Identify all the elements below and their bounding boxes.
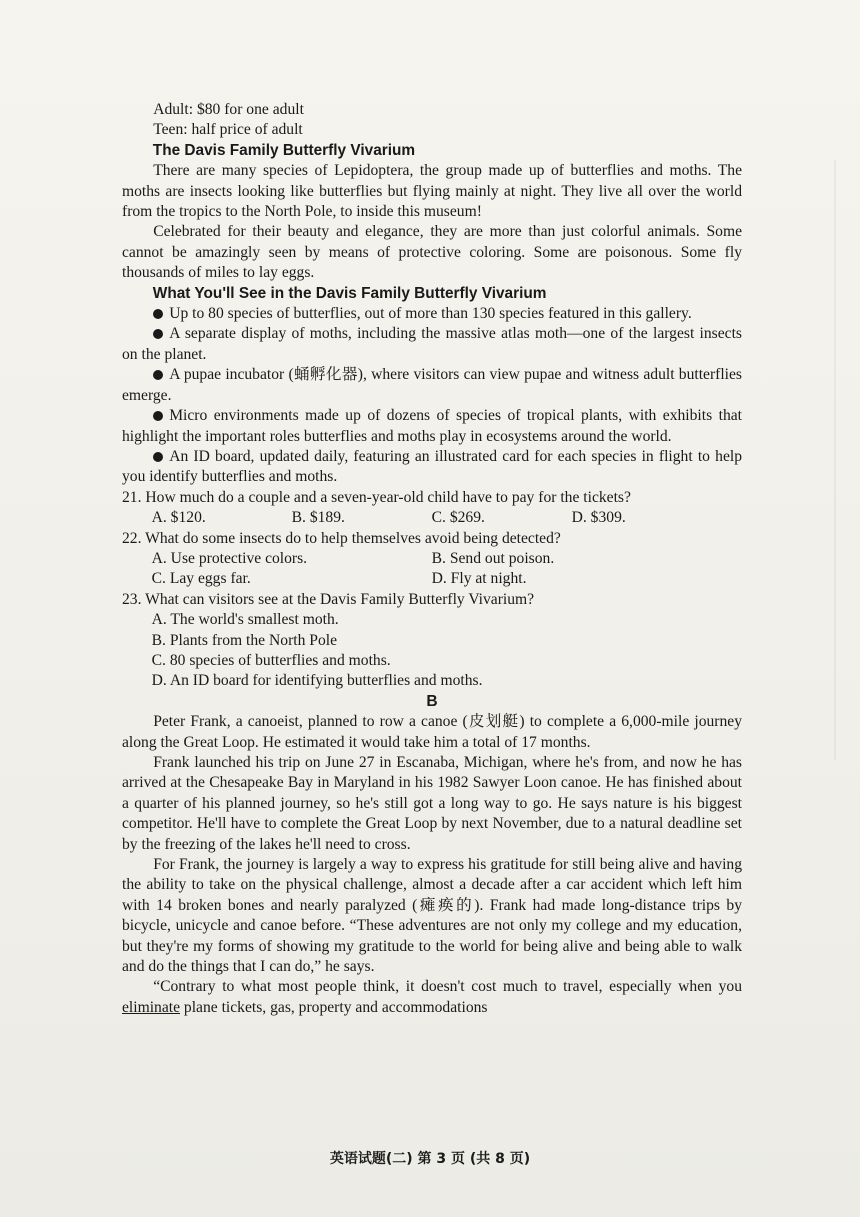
price-teen: Teen: half price of adult: [153, 121, 303, 139]
option-d: D. An ID board for identifying butterflies and moths.: [151, 672, 483, 690]
option-d: D. $309.: [571, 509, 626, 527]
page-content: [122, 100, 742, 1018]
paragraph-4-start: “Contrary to what most people think, it doesn't cost much to travel, especially when you: [153, 978, 742, 996]
vivarium-paragraph-1: There are many species of Lepidoptera, the group made up of butterflies and moths. The moths are insects looking like butterflies but flying mainly at night. They live all over the world from the tropics to the North Pole, to inside this museum!: [122, 162, 742, 221]
passage-b-label: B: [426, 692, 438, 710]
price-adult: Adult: $80 for one adult: [153, 101, 304, 118]
bullet-icon: [153, 452, 163, 462]
option-b: B. Send out poison.: [431, 549, 555, 567]
passage-b-paragraph-1: Peter Frank, a canoeist, planned to row a canoe (皮划艇) to complete a 6,000-mile journey along the Great Loop. He estimated it would take him a total of 17 months.: [122, 713, 742, 751]
option-b: B. $189.: [291, 509, 345, 527]
option-c: C. 80 species of butterflies and moths.: [151, 651, 391, 669]
option-a: A. $120.: [151, 509, 206, 527]
bullet-item: [122, 304, 742, 324]
bullet-text: Up to 80 species of butterflies, out of more than 130 species featured in this gallery.: [169, 305, 692, 323]
option-a: A. Use protective colors.: [151, 549, 308, 567]
vivarium-paragraph-2: Celebrated for their beauty and elegance, they are more than just colorful animals. Some cannot be amazingly seen by means of protective coloring. Some are poisonous. Some fly thousands of miles to lay eggs.: [122, 223, 742, 282]
bullet-text: An ID board, updated daily, featuring an illustrated card for each species in flight to help you identify butterflies and moths.: [122, 447, 742, 486]
question-21-options: [122, 508, 742, 528]
bullet-icon: [153, 329, 163, 339]
question-23-stem: 23. What can visitors see at the Davis Family Butterfly Vivarium?: [122, 590, 535, 608]
paragraph-4-end: plane tickets, gas, property and accommodations: [180, 998, 488, 1016]
bullet-item: [122, 447, 742, 488]
bullet-item: [122, 365, 742, 406]
passage-b-paragraph-4: [122, 977, 742, 1018]
underlined-word: eliminate: [122, 998, 181, 1016]
bullet-icon: [153, 309, 163, 319]
passage-b-paragraph-3: For Frank, the journey is largely a way to express his gratitude for still being alive and having the ability to take on the physical challenge, almost a decade after a car accident which left him with 14 broken bones and nearly paralyzed (瘫痪的). Frank had made long-distance trips by bicycle, unicycle and canoe before. “These adventures are not only my college and my education, but they're my forms of showing my gratitude to the world for being alive and being able to walk and do the things that I can do,” he says.: [122, 856, 742, 976]
bullet-icon: [153, 370, 163, 380]
question-22-options: [122, 549, 742, 590]
option-d: D. Fly at night.: [431, 570, 527, 588]
bullet-text: A pupae incubator (蛹孵化器), where visitors can view pupae and witness adult butterflies emerge.: [122, 366, 742, 404]
option-b: B. Plants from the North Pole: [151, 631, 338, 649]
page-shadow: [834, 160, 836, 760]
bullet-item: [122, 406, 742, 447]
question-22-stem: 22. What do some insects do to help themselves avoid being detected?: [122, 529, 561, 547]
vivarium-heading: The Davis Family Butterfly Vivarium: [152, 141, 416, 159]
see-heading: What You'll See in the Davis Family Butterfly Vivarium: [152, 284, 547, 302]
bullet-icon: [153, 411, 163, 421]
bullet-text: A separate display of moths, including the massive atlas moth—one of the largest insects on the planet.: [122, 325, 742, 363]
bullet-item: [122, 324, 742, 365]
bullet-text: Micro environments made up of dozens of species of tropical plants, with exhibits that highlight the important roles butterflies and moths play in ecosystems around the world.: [122, 407, 742, 445]
option-c: C. $269.: [431, 509, 485, 527]
question-21-stem: 21. How much do a couple and a seven-year-old child have to pay for the tickets?: [122, 488, 631, 506]
option-c: C. Lay eggs far.: [151, 570, 251, 588]
option-a: A. The world's smallest moth.: [151, 611, 339, 629]
passage-b-paragraph-2: Frank launched his trip on June 27 in Escanaba, Michigan, where he's from, and now he has arrived at the Chesapeake Bay in Maryland in his 1982 Sawyer Loon canoe. He has finished about a quarter of his planned journey, so he's still got a long way to go. He says nature is his biggest competitor. He'll have to complete the Great Loop by next November, due to a natural deadline set by the freezing of the lakes he'll need to cross.: [122, 754, 742, 853]
page-footer: 英语试题(二) 第 3 页 (共 8 页): [329, 1151, 531, 1167]
